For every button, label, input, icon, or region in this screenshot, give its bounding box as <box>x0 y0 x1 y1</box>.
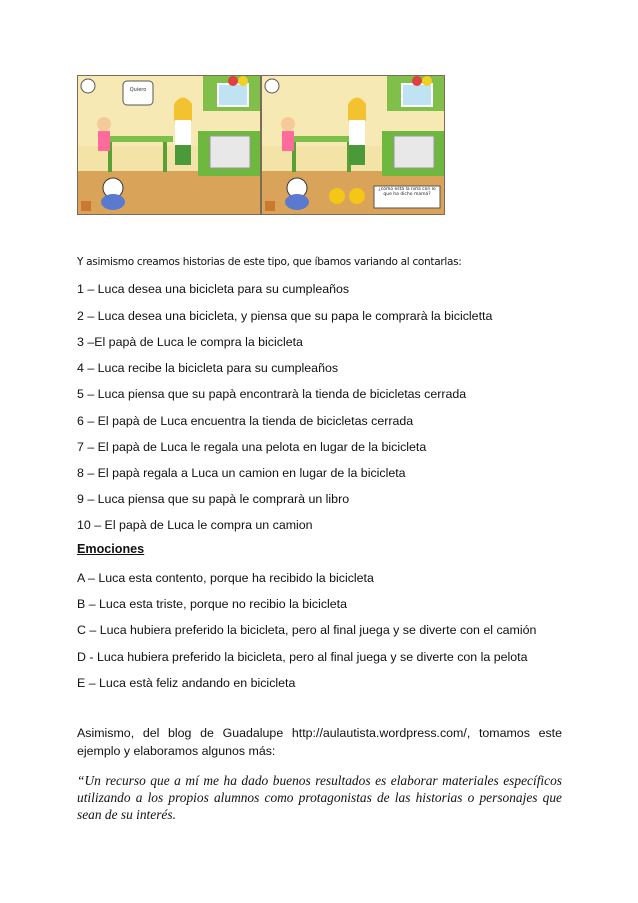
intro-text: Y asimismo creamos historias de este tipo, que íbamos variando al contarlas: <box>77 256 462 268</box>
blog-paragraph: Asimismo, del blog de Guadalupe http://aulautista.wordpress.com/, tomamos este ejemplo y elaboramos algunos más: <box>77 726 562 758</box>
story-item: 1 – Luca desea una bicicleta para su cumpleaños <box>77 282 350 296</box>
illustration-kitchen-1 <box>77 75 261 215</box>
story-item: 9 – Luca piensa que su papà le comprarà un libro <box>77 492 350 506</box>
emotion-item: C – Luca hubiera preferido la bicicleta, pero al final juega y se diverte con el camión <box>77 623 537 637</box>
story-item: 5 – Luca piensa que su papà encontrarà la tienda de bicicletas cerrada <box>77 387 467 401</box>
emotions-heading: Emociones <box>77 542 145 556</box>
story-item: 4 – Luca recibe la bicicleta para su cumpleaños <box>77 361 339 375</box>
story-item: 8 – El papà regala a Luca un camion en lugar de la bicicleta <box>77 466 406 480</box>
emotion-item: B – Luca esta triste, porque no recibio la bicicleta <box>77 597 347 611</box>
bubble-label: Quiero <box>129 87 147 93</box>
story-item: 7 – El papà de Luca le regala una pelota en lugar de la bicicleta <box>77 440 427 454</box>
story-item: 2 – Luca desea una bicicleta, y piensa que su papa le comprarà la bicicletta <box>77 309 493 323</box>
story-item: 10 – El papà de Luca le compra un camion <box>77 518 313 532</box>
story-item: 3 –El papà de Luca le compra la bicicleta <box>77 335 303 349</box>
quote-text: “Un recurso que a mí me ha dado buenos resultados es elaborar materiales específicos utilizando a los propios alumnos como protagonistas de las historias o personajes que sean de su interés. <box>77 773 562 822</box>
emotion-item: D - Luca hubiera preferido la bicicleta, pero al final juega y se diverte con la pelota <box>77 650 528 664</box>
question-caption: ¿cómo está la niña con lo que ha dicho mamá? <box>378 187 436 197</box>
illustration-kitchen-2 <box>261 75 445 215</box>
story-item: 6 – El papà de Luca encuentra la tienda de bicicletas cerrada <box>77 414 414 428</box>
emotion-item: E – Luca està feliz andando en bicicleta <box>77 676 296 690</box>
emotion-item: A – Luca esta contento, porque ha recibido la bicicleta <box>77 571 374 585</box>
